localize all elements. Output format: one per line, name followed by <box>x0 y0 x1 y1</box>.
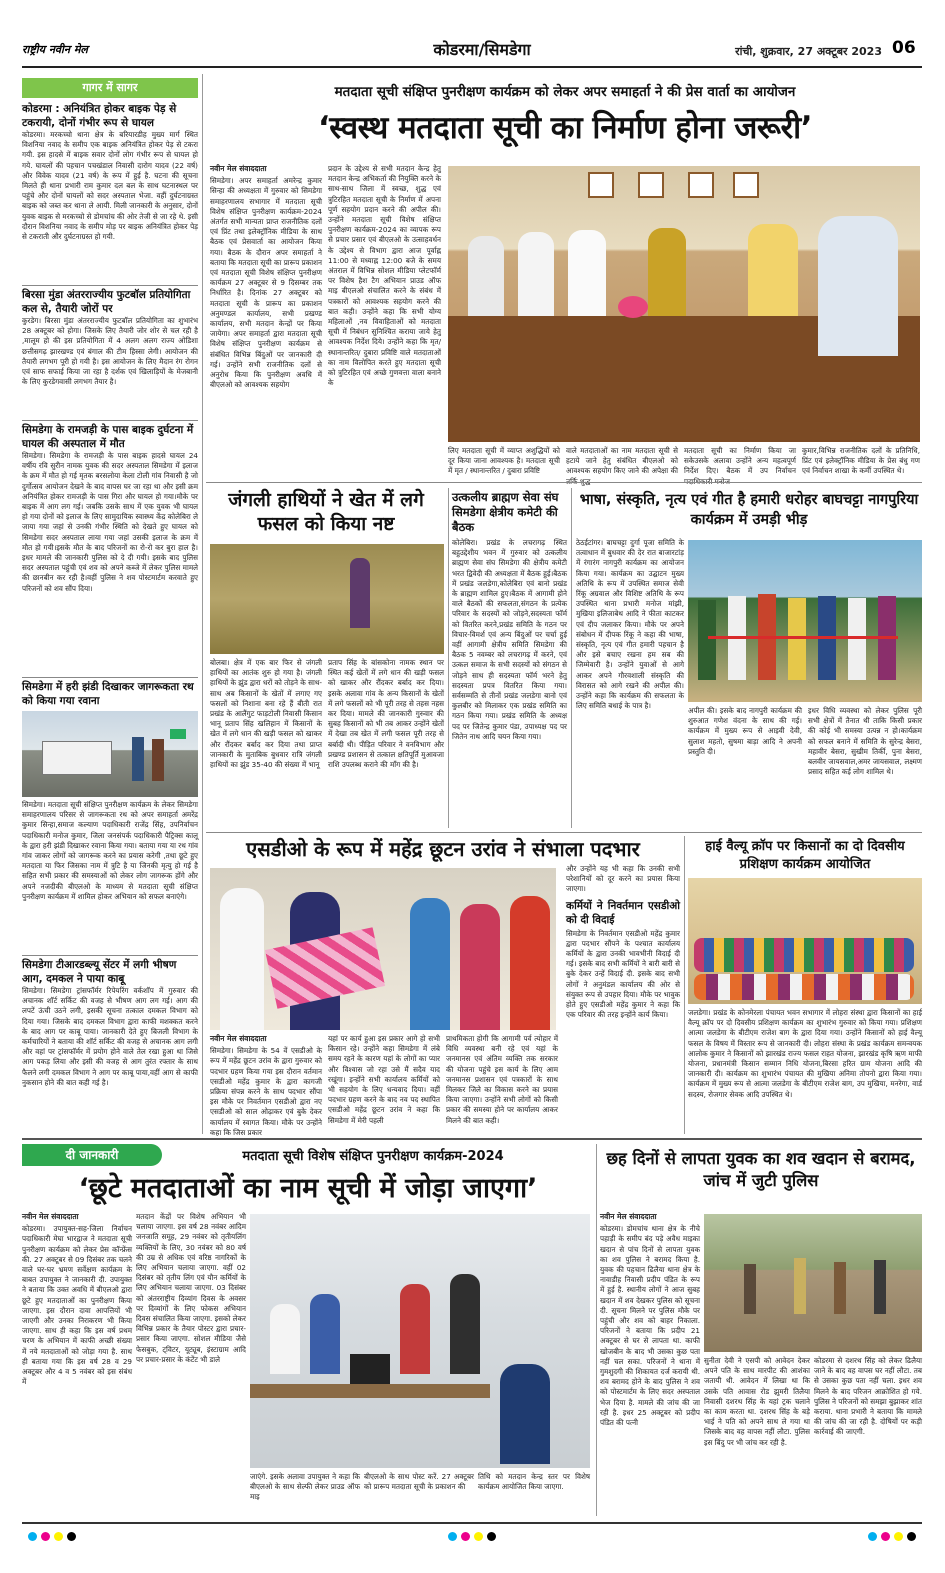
lead-col1: सिमडेगा। अपर समाहर्ता अमरेन्द्र कुमार सिन्हा की अध्यक्षता में गुरुवार को सिमडेगा समाहरणालय सभागार में मतदाता सूची विशेष संक्षिप्त पुनरीक्षण कार्यक्रम-2024 अंतर्गत सभी मान्यता प्राप्त राजनीतिक दलों एवं प्रिंट तथा इलेक्ट्रॉनिक मीडिया के साथ बैठक एवं प्रेसवार्ता का आयोजन किया गया। बैठक के दौरान अपर समाहर्ता ने बताया कि मतदाता सूची का प्रारूप प्रकाशन एवं मतदाता सूची विशेष संक्षिप्त पुनरीक्षण कार्यक्रम 27 अक्टूबर से 9 दिसम्बर तक निर्धारित है। दिनांक 27 अक्टूबर को मतदाता सूची के प्रारूप का प्रकाशन अनुमण्डल कार्यालय, सभी प्रखण्ड कार्यालय, सभी मतदान केन्द्रों पर किया जायेगा। अपर समाहर्ता द्वारा मतदाता सूची विशेष संक्षिप्त पुनरीक्षण कार्यक्रम से संबंधित विभिन्न बिंदुओं पर जानकारी दी गई। उन्होंने सभी राजनीतिक दलों से अनुरोध किया कि पुनरीक्षण अवधि में बीएलओ को आवश्यक सहयोग <box>210 176 322 390</box>
vehicle-shape <box>42 741 112 775</box>
register-dot-cyan <box>448 1532 457 1541</box>
training-photo <box>688 878 922 1004</box>
register-dot-magenta <box>461 1532 470 1541</box>
bhasha-col: इधर विधि व्यवस्था को लेकर पुलिस पूरी सभी क्षेत्रों में तैनात थी ताकि किसी प्रकार की कोई भी समस्या उत्पन्न न हो।कार्यक्रम को सफल बनाने में समिति के सुरेन्द्र बेसरा, महावीर बेसरा, सुखीम तिर्की, पुना बेसरा, बलवीर जायसवाल,अमर जायसवाल, लक्ष्मण प्रसाद सहित कई लोग शामिल थे। <box>808 706 922 777</box>
sdo-column <box>210 1034 322 1137</box>
register-dot-cyan <box>28 1532 37 1541</box>
wall-frames <box>588 172 758 202</box>
color-register-center <box>446 1526 498 1545</box>
person-shape <box>518 232 554 316</box>
person-shape <box>500 1364 550 1464</box>
person-shape <box>152 739 164 781</box>
person-shape <box>788 598 806 680</box>
elephant-col: बोलबा। क्षेत्र में एक बार फिर से जंगली हाथियों का आतंक शुरु हो गया है। जंगली हाथियों के झुंड द्वारा धरों को तोड़ने के साथ-साथ अब किसानों के खेतों में लगाए गए फसलों को निशाना बना रहे हैं बीती रात प्रखंड के आलैंगुट फाड़टोली निवासी किसान भानू प्रताप सिंह खलिहान में किसानों के खेत में लगे धान की खड़ी फसल को खाकर और रौंदकर बर्बाद कर दिया तथा प्राप्त जानकारी के मुताबिक बुधवार रात्रि जंगली हाथियों का झुंड 35-40 की संख्या में भानू <box>210 658 322 770</box>
dj-col1: कोडरमा। उपायुक्त-सह-जिला निर्वाचन पदाधिकारी मेघा भारद्वाज ने मतदाता सूची पुनरीक्षण कार्यक्रम को लेकर प्रेस कॉन्फ्रेंस की. 27 अक्टूबर से 09 दिसंबर तक चलने वाले घर-घर भ्रमण सर्वेक्षण कार्यक्रम के बाबत उपायुक्त ने जानकारी दी. उपायुक्त ने बताया कि उक्त अवधि में बीएलओ द्वारा छूटे हुए मतदाताओं का पुनरीक्षण किया जाएगा. इस दौरान दावा आपत्तियों भी जाएगी और उनका निराकरण भी किया जाएगा. साथ ही कहा कि इस वर्ष प्रथम चरण के अभियान में काफी अच्छी संख्या में नये मतदाताओं को जोड़ा गया है. साथ ही बताया गया कि इस वर्ष 28 व 29 अक्टूबर और 4 व 5 नवंबर को इस संबंध में <box>22 1224 132 1387</box>
crop-body: जलडेगा। प्रखंड के कोनमेरला पंचायत भवन सभागार में लोहरा संस्था द्वारा किसानों का हाई वैल्यू क्रॉप पर दो दिवसीय प्रशिक्षण कार्यक्रम का शुभारंभ गुरुवार को किया गया। प्रशिक्षण आत्मा जलडेगा के बीटीएम राजेश बाग के द्वारा दिया गया। उन्होंने किसानों को हाई वैल्यू फसल के विषय में विस्तार रूप से जानकारी दी। लोहरा संस्था के प्रखंड कार्यक्रम समन्वयक आलोक कुमार ने किसानों को झारखंड राज्य फसल राहत योजना, झारखंड कृषि ऋण माफी योजना, प्रधानमंत्री किसान सम्मान निधि योजना,बिरसा हरित ग्राम योजना आदि की जानकारी दी। कार्यक्रम का शुभारंभ पंचायत की मुखिया अनिमा तोपनो द्वारा किया गया। कार्यक्रम में मुख्य रूप से आत्मा जलडेगा के बीटीएम राजेश बाग, उप मुखिया, मनरेगा, वार्ड सदस्य, रोजगार सेवक आदि उपस्थित थे। <box>688 1008 922 1099</box>
crop-headline: हाई वैल्यू क्रॉप पर किसानों का दो दिवसीय प्रशिक्षण कार्यक्रम आयोजित <box>705 839 905 872</box>
frame <box>588 172 614 198</box>
byline: नवीन मेल संवाददाता <box>210 1034 267 1043</box>
rule <box>206 482 922 483</box>
dj-column: तिथि को मतदान केन्द्र स्तर पर विशेष कार्यक्रम आयोजित किया जाएगा. <box>478 1472 590 1492</box>
person-shape <box>648 228 686 316</box>
story-body: सिमडेगा। सिमडेगा के रामजड़ी के पास बाइक हादसे घायल 24 वर्षीय रवि सुरीन नामक युवक की सदर अस्पताल सिमडेगा में इलाज के क्रम में मौत हो गई मृतक बरसलोया केला टोली गांव निवासी है जो दुर्गोत्सव आयोजन देखने के बाद वापस घर जा रहा था और इसी क्रम अनियंत्रित होकर रामजड़ी के पास गिरा और घायल हो गया।मौके पर बाइक में आग लग गई। जबकि उसके साथ में एक युवक भी घायल हो गया दोनों को इलाज के लिए सामुदायिक स्वास्थ्य केंद्र कोलेबिरा ले जाया गया जहां से उनकी गंभीर स्थिति को देखते हुए घायल को सिमडेगा सदर अस्पताल लाया गया जहां उसकी इलाज के क्रम में मौत हो गयी।इसके मौत के बाद परिजनों का रो-रो कर बुरा हाल है।इधर मामले की जानकारी पुलिस को दे दी गयी। इसके बाद पुलिस सदर अस्पताल पहुंची एवं शव को अपने कब्जे में लेकर पुलिस मामले की छानबीन कर रही है।वहीं पुलिस ने शव पोस्टमार्टम करवाते हुए परिजनों को शव सौंप दिया। <box>22 451 198 593</box>
person-shape <box>450 1274 480 1374</box>
flag-shape <box>170 729 186 739</box>
story-title: बिरसा मुंडा अंतरराज्यीय फुटबॉल प्रतियोगिता कल से, तैयारी जोरों पर <box>22 289 191 315</box>
person-shape <box>568 230 606 316</box>
lead-bottom: मतदाता सूची का निर्माण किया जा सकेउसके अलावा उन्होंने अन्य महत्वपूर्ण निर्देश दिए। बैठक में उप निर्वाचन <box>684 446 796 476</box>
sdo-headline: एसडीओ के रूप में महेंद्र छूटन उरांव ने संभाला पदभार <box>246 837 640 861</box>
story-title: कोडरमा : अनियंत्रित होकर बाइक पेड़ से टकरायी, दोनों गंभीर रूप से घायल <box>22 103 177 129</box>
di-jankari-tag: दी जानकारी <box>22 1144 162 1166</box>
person-shape <box>350 558 370 628</box>
sdo-sub-body: सिमडेगा के निवर्तमान एसडीओ महेंद्र कुमार द्वारा पदभार सौंपने के पश्चात कार्यालय कर्मियों के द्वारा उनकी भावभीनी विदाई दी गई। इसके बाद सभी कर्मियों ने बारी बारी से बुके देकर उन्हें विदाई दी. इसके बाद सभी लोगों ने अनुमंडल कार्यालय की ओर से संयुक्त रूप से उपहार दिया। मौके पर भावुक होते हुए एसडीओ महेंद्र कुमार ने कहा कि एक परिवार की तरह इन्होंने कार्य किया। <box>566 928 680 1020</box>
register-dot-black <box>907 1532 916 1541</box>
missing-headline: छह दिनों से लापता युवक का शव खदान से बरामद, जांच में जुटी पुलिस <box>606 1149 916 1190</box>
person-shape <box>848 598 866 680</box>
gift-box <box>265 927 385 1009</box>
rule <box>206 832 922 833</box>
crop-damage-photo <box>210 544 444 654</box>
story-body: कुरडेग। बिरसा मुंडा अंतरराज्यीय फुटबॉल प्रतियोगिता का शुभारंभ 28 अक्टूबर को होगा। जिसके लिए तैयारी जोर शोर से चल रही है ,मालूम हो की इस प्रतियोगिता में 4 अलग अलग राज्य ओडिशा छत्तीसगढ़ झारखण्ड एवं बंगाल की टीम हिस्सा लेगी। आयोजन की तैयारी लगभग पूरी हो गयी है। इस आयोजन के लिए मैदान रंग रोगन एवं साफ सफाई किया जा रहा है दर्शक एवं खिलाड़ियों के मेजबानी के लिए कुरडेगवासी लगभग तैयार है। <box>22 316 198 387</box>
byline: नवीन मेल संवाददाता <box>600 1212 657 1221</box>
lead-bottom: कुमार,विभिन्न राजनीतिक दलों के प्रतिनिधि, प्रिंट एवं इलेक्ट्रॉनिक मीडिया के प्रेस बंधु गण एवं निर्वाचन शाखा के कर्मी उपस्थित थे। <box>802 446 920 476</box>
brahman-body: कोलेबिरा। प्रखंड के लचरागढ़ स्थित बहुउद्देशीय भवन में गुरुवार को उत्कलीय ब्राह्मण सेवा संघ सिमडेगा की क्षेत्रीय कमेटी भरत द्विवेदी की अध्यक्षता में बैठक हुई।बैठक में प्रखंड जलडेगा,कोलेबिरा एवं बानो प्रखंड के ब्राह्मण शामिल हुए।बैठक में आगामी होने वाले बैठकों की सफलता,संगठन के प्रत्येक परिवार के सदस्यों को जोड़ने,सदस्यता फॉर्म को वितरित करने,प्रखंड समिति के गठन पर विचार-विमर्श एवं अन्य बिंदुओं पर चर्चा हुई वहीं आगामी क्षेत्रीय समिति सिमडेगा की बैठक 5 नवम्बर को लचरागढ़ में करने, एवं उत्कल समाज के सभी सदस्यों को संगठन से जोड़ने साथ ही सदस्यता फॉर्म भरने हेतु सदस्यता प्रपत्र वितरित किया गया। सर्वसम्मति से तीनों प्रखंड जलडेगा बानो एवं कुलबीर को मिलाकर एक प्रखंड समिति का गठन किया गया। प्रखंड समिति के अध्यक्ष पद पर जितेन्द्र कुमार पंडा, उपाध्यक्ष पद पर जितेन नाथ आदि चयन किया गया। <box>452 538 567 741</box>
person-shape <box>460 904 500 1030</box>
di-jankari-kicker: मतदाता सूची विशेष संक्षिप्त पुनरीक्षण कार्यक्रम-2024 <box>242 1149 504 1164</box>
elephant-col: प्रताप सिंह के बांसकोना नामक स्थान पर स्थित कई खेतों में लगे धान की खड़ी फसल को खाकर और रौंदकर बर्बाद कर दिया। इसके अलावा गांव के अन्य किसानों के खेतों में लगे फसलों को भी पूरी तरह से तहस नहस कर दिया। मामले की जानकारी गुरुवार की सुबह किसानों को भी तब आकर उन्होंने खेतों में देखा तब खेत में लगी फसल पूरी तरह से बर्बादी थी। पीड़ित परिवार ने वनविभाग और प्रखण्ड प्रशासन से तत्काल क्षतिपूर्ति मुआवजा राशि उपलब्ध कराने की माँग की है। <box>328 658 444 770</box>
story-body: कोडरमा। मरकच्चो थाना क्षेत्र के बरियारडीह मुख्य मार्ग स्थित विशनिया नवाद के समीप एक बाइक अनियंत्रित होकर पेड़ से टकरा गयी. इस हादसे में बाइक सवार दोनों लोग गंभीर रूप से घायल हो गये. घायलों की पहचान पचखंडाल निवासी दारोग यादव (22 वर्ष) और विवेक यादव (21 वर्ष) के रूप में हुई है. घटना की सूचना मिलते ही थाना प्रभारी राम कुमार दल बल के साथ घटनास्थल पर पहुंचे और दोनों घायलों को सदर अस्पताल भेजा. वहीं दुर्घटनाग्रस्त बाइक को जब्त कर थाना ले आयी. मिली जानकारी के अनुसार, दोनों युवक बाइक से मरकच्चो से डोमचांच की ओर तेजी से जा रहे थे. इसी दौरान विशनिया नवाद के समीप मोड़ पर बाइक अनियंत्रित होकर पेड़ से टकराती और दुर्घटनाग्रस्त हो गयी. <box>22 130 198 242</box>
masthead-logo: राष्ट्रीय नवीन मेल <box>22 43 88 56</box>
dj-column: जाएंगे. इसके अलावा उपायुक्त ने कहा कि बीएलओ के साथ सेल्फी लेकर प्राउड ऑफ माइ <box>250 1472 360 1502</box>
dateline: रांची, शुक्रवार, 27 अक्टूबर 2023 <box>735 45 882 58</box>
rally-photo <box>22 711 198 797</box>
story-body: सिमडेगा। मतदाता सूची संक्षिप्त पुनरीक्षण कार्यक्रम के लेकर सिमडेगा समाहरणालय परिसर से जागरूकता रथ को अपर समाहर्ता अमरेंद्र कुमार सिन्हा,समाज कल्याण पदाधिकारी राजेंद्र सिंह, उपनिर्वाचन पदाधिकारी मनोज कुमार, जिला जनसंपर्क पदाधिकारी पैट्रिक्स कालू के द्वारा हरी झंडी दिखाकर रवाना किया गया। बताया गया या रथ गांव गांव जाकर लोगों को जागरूक करने का प्रयास करेगी ,तथा छूटे हुए मतदाता या फिर जिसका नाम में त्रुटि है या जिनकी मृत्यु हो गई है सहित सभी प्रकार की समस्याओं को लेकर लोग जागरूक होंगे और अपने नजदीकी बीएलओ के माध्यम से मतदाता सूची संक्षिप्त पुनरीक्षण कार्यक्रम में शामिल होकर अभियान को सफल बनाएंगे। <box>22 800 198 901</box>
lead-bottom: लिए मतदाता सूची में व्याप्त अशुद्धियों को दूर किया जाना आवश्यक है। मतदाता सूची में मृत / स्थानान्तरित / दुबारा प्रविष्टि <box>448 446 560 476</box>
press-meet-photo <box>448 166 920 442</box>
person-shape <box>468 236 504 316</box>
missing-column: सुनीता देवी ने एसपी को आवेदन देकर अपने पति के साथ मारपीट की आशंका जतायी थी. आवेदन में लिखा था कि उसके पति आवास रोड झुमरी तिलैया निवासी दशरथ सिंह के यहां ट्रक चलाने का काम करता था. दशरथ सिंह के बड़े भाई ने पति को अपने साथ ले गया था जिसके बाद वह वापस नहीं लौटा. पुलिस इस बिंदु पर भी जांच कर रही है. <box>704 1356 810 1447</box>
divider <box>596 1144 597 1516</box>
left-rail <box>22 102 198 1402</box>
byline: नवीन मेल संवाददाता <box>22 1212 79 1221</box>
register-dot-magenta <box>881 1532 890 1541</box>
sdo-photo <box>210 868 556 1030</box>
frame <box>733 172 759 198</box>
lead-bottom: वाले मतदाताओं का नाम मतदाता सूची से हटाये जाने हेतु संबंधित बीएलओ को आवश्यक सहयोग किए जाने की अपेक्षा की <box>566 446 678 476</box>
sdo-sub-title: कर्मियों ने निवर्तमान एसडीओ को दी विदाई <box>566 899 680 926</box>
color-register-left <box>26 1526 78 1545</box>
person-shape <box>310 1294 340 1374</box>
bhasha-col: ठेठईटांगर। बाघचट्टा दुर्गा पूजा समिति के तत्वाधान में बुधवार की देर रात बाजारटांड़ में रंगारंग नागपुरी कार्यक्रम का आयोजन किया गया। कार्यक्रम का उद्घाटन मुख्य अतिथि के रूप में उपस्थित समाज सेवी रिंकू अग्रवाल और विशिष्ट अतिथि के रूप उपस्थित थाना प्रभारी मनोज मांझी, मुखिया इलिजाबेथ आदि ने फीता काटकर एवं दीप जलाकर किया। मौके पर अपने संबोधन में दीपक रिंकू ने कहा की भाषा, संस्कृति, नृत्य एवं गीत हमारी पहचान है और इसे बचाए रखना हम सब की जिम्मेवारी है। उन्होंने युवाओं से आगे आकर अपने गौरवशाली संस्कृति की विरासत को आगे रखने की अपील की। उन्होंने कहा कि कार्यक्रम की सफलता के लिए समिति बधाई के पात्र है। <box>576 538 684 711</box>
register-dot-cyan <box>868 1532 877 1541</box>
byline: नवीन मेल संवाददाता <box>210 164 267 173</box>
missing-col1: कोडरमा। डोमचांच थाना क्षेत्र के नीचे पहाड़ी के समीप बंद पड़े अवैध माइका खदान से पांच दिनों से लापता युवक का शव पुलिस ने बरामद किया है. युवक की पहचान ढिलैया थाना क्षेत्र के नावाडीह निवासी प्रदीप पंडित के रूप में हुई है. स्थानीय लोगों ने आज सुबह खदान में शव देखकर पुलिस को सूचना दी. सूचना मिलने पर पुलिस मौके पर पहुंची और शव को बाहर निकाला. परिजनों ने बताया कि प्रदीप 21 अक्टूबर से घर से लापता था. काफी खोजबीन के बाद भी उसका कुछ पता नहीं चल सका. परिजनों ने थाना में गुमशुदगी की शिकायत दर्ज करायी थी. शव बरामद होने के बाद पुलिस ने शव को पोस्टमार्टम के लिए सदर अस्पताल भेज दिया है. मामले की जांच की जा रही है. इधर 25 अक्टूबर को प्रदीप पंडित की पत्नी <box>600 1224 700 1428</box>
left-rail-tag: गागर में सागर <box>22 78 198 98</box>
rule <box>22 1138 922 1140</box>
register-dot-yellow <box>54 1532 63 1541</box>
ribbon-shape <box>708 636 898 639</box>
elephant-headline: जंगली हाथियों ने खेत में लगे फसल को किया नष्ट <box>228 489 424 535</box>
register-dot-yellow <box>474 1532 483 1541</box>
sdo-col1: सिमडेगा। सिमडेगा के 54 वें एसडीओ के रूप में महेंद्र छूटन उरांव के द्वारा गुरुवार को पदभार ग्रहण किया गया इस दौरान वर्तमान एसडीओ महेंद्र कुमार के द्वारा कागजी प्रक्रिया संपन्न करने के साथ पदभार सौंपा इस मौके पर निवर्तमान एसडीओ द्वारा नए एसडीओ को साल ओढ़ाकर एवं बुके देकर कार्यालय में स्वागत किया। मौके पर उन्होंने कहा कि जिस प्रकार <box>210 1046 322 1137</box>
divider <box>571 488 572 828</box>
crowd-row <box>694 974 914 1000</box>
sdo-col4: और उन्होंने यह भी कहा कि उनकी सभी परेशानियों को दूर करने का प्रयास किया जाएगा। <box>566 864 680 894</box>
rule <box>22 285 198 286</box>
story-title: सिमडेगा में हरी झंडी दिखाकर जागरूकता रथ को किया गया रवाना <box>22 681 194 707</box>
mine-site-photo <box>704 1214 922 1352</box>
frame <box>638 172 664 198</box>
section-title: कोडरमा/सिमडेगा <box>433 40 531 59</box>
story-title: सिमडेगा टीआरडब्ल्यू सेंटर में लगी भीषण आग, दमकल ने पाया काबू <box>22 959 177 985</box>
register-dot-yellow <box>894 1532 903 1541</box>
sdo-column: यहां पर कार्य हुआ इस प्रकार आगे हो सभी किसान रहे। उन्होंने कहा सिमडेगा में लंबे समय रहने के कारण यहां के लोगों का प्यार और विश्वास जो रहा उसे मैं सदैव याद रखूंगा। इन्होंने सभी कार्यालय कर्मियों को भी सहयोग के लिए धन्यवाद दिया। वहीं पदभार ग्रहण करने के बाद नव पद स्थापित एसडीओ महेंद्र छूटन उरांव ने कहा कि सिमडेगा में मेरी पहली <box>328 1034 440 1125</box>
masthead-rule <box>22 66 922 68</box>
dj-column: बीएलओ के साथ पोस्ट करें. 27 अक्टूबर को प्रारूप मतदाता सूची के प्रकाशन की <box>364 1472 474 1492</box>
story-body: सिमडेगा। सिमडेगा ट्रांसफॉर्मर रिपेयरिंग वर्कशॉप में गुरुवार की अचानक शॉर्ट सर्किट की वजह से भीषण आग लग गई। आग की लपटें ऊंची उठने लगी, इसकी सूचना तत्काल दमकल विभाग को दिया गया। जिसके बाद दमकल विभाग द्वारा काफी मशक्कत करने के बाद आग पर काबू पाया। जानकारी देते हुए बिजली विभाग के कर्मचारियों ने बताया की शॉर्ट सर्किट की वजह से अचानक आग लगी और वहां पर ट्रांसफॉर्मर में प्रयोग होने वाले तेल रखा हुआ था जिसे आग पकड़ लिया और इसी की वजह से आग तुरंत रफ्तार के साथ फैलने लगी दमकल विभाग ने आग पर काबू पाया,वहीं आग से काफी नुकसान होने की बात कही गई है। <box>22 986 198 1087</box>
lead-kicker: मतदाता सूची संक्षिप्त पुनरीक्षण कार्यक्रम को लेकर अपर समाहर्ता ने की प्रेस वार्ता का आयोजन <box>334 84 796 100</box>
frame <box>688 172 714 198</box>
person-shape <box>818 216 898 356</box>
flowers-shape <box>618 296 648 318</box>
dj-column: मतदान केंद्रों पर विशेष अभियान भी चलाया जाएगा. इस वर्ष 28 नवंबर आदिम जनजाति समूह, 29 नवंबर को तृतीयलिंग व्यक्तियों के लिए, 30 नवंबर को 80 वर्ष की उम्र से अधिक एवं वरिष्ठ नागरिकों के लिए अभियान चलाया जाएगा. वहीं 02 दिसंबर को तृतीय लिंग एवं यौन कर्मियों के लिए अभियान चलाया जाएगा. 03 दिसंबर को अंतरराष्ट्रीय दिव्यांग दिवस के अवसर पर दिव्यांगों के लिए फोकस अभियान दिवस संचालित किया जाएगा. इसको लेकर विभिन्न प्रकार के तैयार पोस्टर द्वारा प्रचार-प्रसार किया जाएगा. सोशल मीडिया जैसे फेसबुक, ट्विटर, यूट्यूब, इंस्टाग्राम आदि पर प्रचार-प्रसार के कंटेंट भी डाले <box>136 1212 246 1364</box>
bhasha-col: अपील की। इसके बाद नागपुरी कार्यक्रम की शुरुआत गणेश वंदना के साथ की गई। कार्यक्रम में मुख्य रूप से आइवी देवी, सुलाश महतो, सुषमा बाड़ा आदि ने अपनी प्रस्तुति दी। <box>688 706 802 756</box>
desk-shape <box>250 1384 490 1398</box>
bhasha-headline: भाषा, संस्कृति, नृत्य एवं गीत है हमारी धरोहर बाघचट्टा नागपुरिया कार्यक्रम में उमड़ी भीड़ <box>579 492 919 528</box>
lead-column <box>210 164 322 474</box>
left-rail-divider <box>202 74 203 1134</box>
rule <box>22 420 198 421</box>
color-register-right <box>866 1526 918 1545</box>
person-shape <box>744 1264 756 1314</box>
footer-rule <box>22 1522 922 1524</box>
lead-column: प्रदान के उद्देश्य से सभी मतदान केन्द्र हेतु मतदान केन्द्र अभिकर्ता की नियुक्ति करने के साथ-साथ जिला में स्वच्छ, शुद्ध एवं त्रुटिरहित मतदाता सूची के निर्माण में अपना पूर्ण सहयोग प्रदान करने की अपील की। उन्होंने मतदाता सूची विशेष संक्षिप्त पुनरीक्षण कार्यक्रम-2024 का व्यापक रूप से प्रचार प्रसार एवं बीएलओ के उत्साहवर्धन के उद्देश्य से विभाग द्वारा आज पूर्वाह्न 11:00 से मध्याह्न 12:00 बजे के समय अंतराल में विभिन्न सोशल मीडिया प्लेटफॉर्म पर विशेष हैश टैग अभियान प्राउड ऑफ माइ बीएलओ संचालित करने के संबंध में पत्रकारों को आवश्यक सहयोग करने की बात कही। उन्होंने कहा कि सभी योग्य महिलाओं ,नव विवाहिताओं को मतदाता सूची में निबंधन सुनिश्चित कराया जाये हेतु आवश्यक निर्देश दिये। उन्होंने कहा कि मृत/स्थानान्तरित/ दुबारा प्रविष्टि वाले मतदाताओं का नाम विलोपित करते हुए मतदाता सूची को त्रुटिरहित एवं अच्छे गुणवत्ता वाला बनाने के <box>328 164 441 388</box>
crowd-row <box>694 938 914 972</box>
dj-column <box>22 1212 132 1516</box>
cultural-event-photo <box>688 540 922 702</box>
brahman-headline: उत्कलीय ब्राह्मण सेवा संघ सिमडेगा क्षेत्रीय कमेटी की बैठक <box>452 490 559 534</box>
sdo-column <box>566 864 680 1134</box>
register-dot-magenta <box>41 1532 50 1541</box>
person-shape <box>132 737 144 781</box>
person-shape <box>698 600 716 680</box>
di-jankari-headline: ‘छूटे मतदाताओं का नाम सूची में जोड़ा जाएगा’ <box>78 1173 538 1204</box>
missing-column <box>600 1212 700 1516</box>
sdo-column: प्राथमिकता होगी कि आगामी पर्व त्योहार में विधि व्यवस्था बनी रहे एवं यहां के जनमानस एवं अंतिम व्यक्ति तक सरकार की योजना पहुंचे इस कार्य के लिए आम जनमानस प्रशासन एवं पत्रकारों के साथ मिलकर जिले का विकास करने का प्रयास किया जाएगा। उन्होंने सभी लोगों को किसी प्रकार की समस्या होने पर कार्यालय आकर मिलने की बात कही। <box>446 1034 558 1125</box>
register-dot-black <box>67 1532 76 1541</box>
story-title: सिमडेगा के रामजड़ी के पास बाइक दुर्घटना में घायल की अस्पताल में मौत <box>22 424 194 450</box>
person-shape <box>270 1304 300 1374</box>
person-shape <box>794 1258 806 1314</box>
divider <box>684 836 685 1134</box>
person-shape <box>834 1262 846 1314</box>
screen-shape <box>350 1354 390 1384</box>
person-shape <box>510 896 550 1030</box>
divider <box>448 488 449 828</box>
page-number: 06 <box>892 38 916 58</box>
lead-headline: ‘स्वस्थ मतदाता सूची का निर्माण होना जरूरी’ <box>318 110 812 146</box>
person-shape <box>400 1284 430 1374</box>
missing-column: कोडरमा से दशरथ सिंह को लेकर ढिलैया जाने के बाद वह वापस घर नहीं लौटा. तब से उसका कुछ पता नहीं चला. इधर शव मिलने के बाद परिजन आक्रोशित हो गये. पुलिस ने परिजनों को समझा बुझाकर शांत कराया. थाना प्रभारी ने बताया कि मामले की जांच की जा रही है. दोषियों पर कड़ी कार्रवाई की जाएगी. <box>814 1356 922 1437</box>
register-dot-black <box>487 1532 496 1541</box>
masthead <box>22 36 922 64</box>
rule <box>22 955 198 956</box>
person-shape <box>748 224 798 316</box>
person-shape <box>220 888 264 1030</box>
election-office-photo <box>250 1214 590 1468</box>
person-shape <box>874 1260 886 1314</box>
person-shape <box>410 898 450 1030</box>
rule <box>22 677 198 678</box>
